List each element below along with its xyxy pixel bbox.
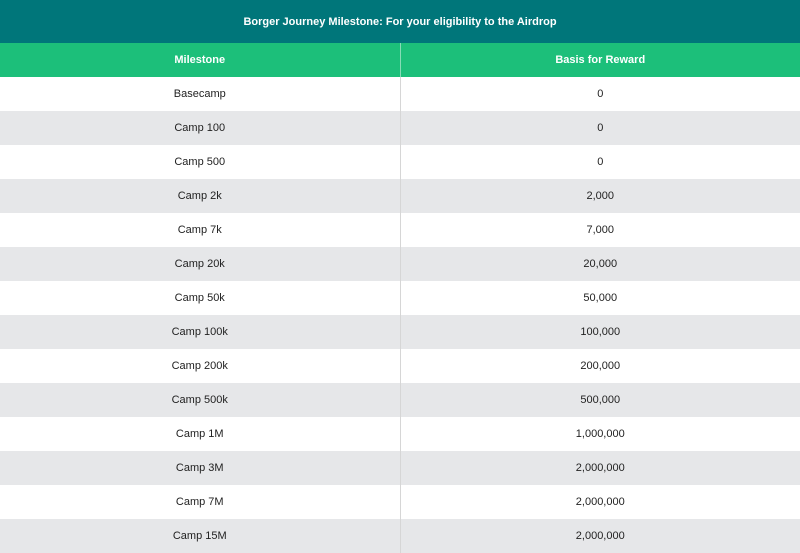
column-header-basis-for-reward: Basis for Reward	[400, 43, 800, 77]
reward-cell: 2,000,000	[400, 451, 800, 485]
table-row	[0, 179, 800, 213]
header-row	[0, 43, 800, 77]
reward-cell: 2,000,000	[400, 485, 800, 519]
milestone-cell: Camp 2k	[0, 179, 400, 213]
reward-cell: 100,000	[400, 315, 800, 349]
milestone-cell: Basecamp	[0, 77, 400, 111]
table-row	[0, 451, 800, 485]
reward-cell: 2,000,000	[400, 519, 800, 553]
column-header-milestone: Milestone	[0, 43, 400, 77]
reward-cell: 0	[400, 111, 800, 145]
milestone-cell: Camp 7k	[0, 213, 400, 247]
table-body	[0, 77, 800, 553]
table-row	[0, 315, 800, 349]
table-row	[0, 281, 800, 315]
table-row	[0, 77, 800, 111]
table-row	[0, 111, 800, 145]
table-row	[0, 213, 800, 247]
table-header	[0, 43, 800, 77]
reward-cell: 500,000	[400, 383, 800, 417]
table-row	[0, 417, 800, 451]
table-row	[0, 145, 800, 179]
reward-cell: 1,000,000	[400, 417, 800, 451]
milestone-cell: Camp 100k	[0, 315, 400, 349]
table-title: Borger Journey Milestone: For your eligibility to the Airdrop	[0, 0, 800, 43]
table-row	[0, 349, 800, 383]
reward-cell: 50,000	[400, 281, 800, 315]
table-row	[0, 485, 800, 519]
milestone-cell: Camp 50k	[0, 281, 400, 315]
milestone-cell: Camp 500	[0, 145, 400, 179]
milestone-cell: Camp 3M	[0, 451, 400, 485]
reward-cell: 0	[400, 145, 800, 179]
milestone-cell: Camp 7M	[0, 485, 400, 519]
milestone-cell: Camp 200k	[0, 349, 400, 383]
table-row	[0, 519, 800, 553]
reward-cell: 7,000	[400, 213, 800, 247]
reward-cell: 2,000	[400, 179, 800, 213]
reward-cell: 0	[400, 77, 800, 111]
table-row	[0, 383, 800, 417]
milestone-cell: Camp 500k	[0, 383, 400, 417]
milestone-cell: Camp 15M	[0, 519, 400, 553]
table-row	[0, 247, 800, 281]
reward-cell: 200,000	[400, 349, 800, 383]
milestone-cell: Camp 20k	[0, 247, 400, 281]
milestone-cell: Camp 1M	[0, 417, 400, 451]
reward-cell: 20,000	[400, 247, 800, 281]
milestone-cell: Camp 100	[0, 111, 400, 145]
milestone-table	[0, 43, 800, 553]
